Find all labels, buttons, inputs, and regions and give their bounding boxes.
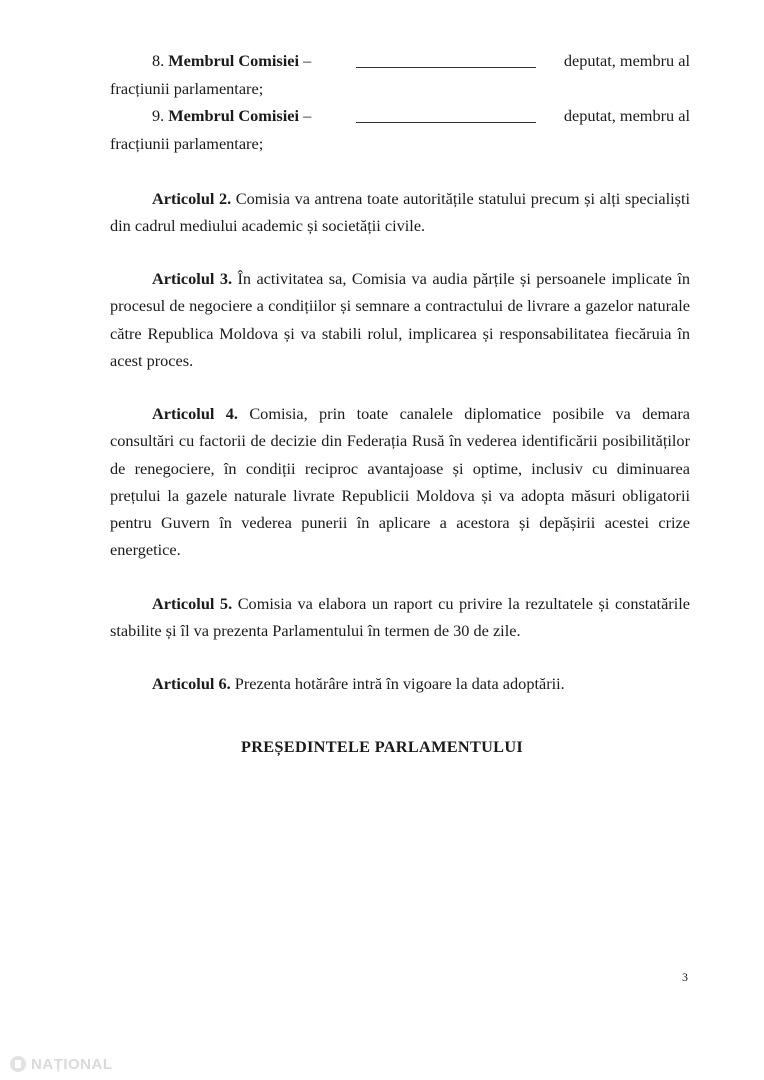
article-6-label: Articolul 6. bbox=[152, 674, 231, 693]
member-8-role: deputat, membru al bbox=[563, 51, 690, 70]
member-9-dash: – bbox=[303, 106, 312, 125]
member-8-dash: – bbox=[303, 51, 312, 70]
logo-icon bbox=[10, 1056, 26, 1072]
member-8-blank bbox=[356, 47, 536, 68]
member-9-line bbox=[152, 102, 690, 129]
member-8-continuation: fracțiunii parlamentare; bbox=[110, 79, 264, 98]
member-8-title: Membrul Comisiei bbox=[168, 51, 299, 70]
article-4-label: Articolul 4. bbox=[152, 404, 238, 423]
member-9-number: 9. bbox=[152, 106, 165, 125]
signature-title: PREȘEDINTELE PARLAMENTULUI bbox=[240, 737, 524, 756]
member-8-line bbox=[152, 47, 690, 74]
member-9-blank bbox=[356, 102, 536, 123]
watermark-text: NAȚIONAL bbox=[31, 1055, 113, 1073]
article-6 bbox=[110, 670, 690, 697]
article-2 bbox=[110, 185, 690, 240]
article-3 bbox=[110, 265, 690, 374]
article-3-label: Articolul 3. bbox=[152, 269, 233, 288]
article-3-text: În activitatea sa, Comisia va audia părțile și persoanele implicate în procesul de negociere a condițiilor și semnare a contractului de livrare a gazelor naturale către Republica Moldova și va stabili rolul, implicarea și responsabilitatea fiecăruia în acest proces. bbox=[110, 269, 690, 370]
article-5-label: Articolul 5. bbox=[152, 594, 233, 613]
article-5 bbox=[110, 590, 690, 645]
article-6-text: Prezenta hotărâre intră în vigoare la data adoptării. bbox=[230, 674, 565, 693]
member-9-continuation: fracțiunii parlamentare; bbox=[110, 134, 264, 153]
article-4 bbox=[110, 400, 690, 564]
member-8-number: 8. bbox=[152, 51, 165, 70]
article-5-text: Comisia va elabora un raport cu privire la rezultatele și constatările stabilite și îl va prezenta Parlamentului în termen de 30 de zile. bbox=[110, 594, 690, 641]
article-2-label: Articolul 2. bbox=[152, 189, 232, 208]
site-watermark bbox=[10, 1052, 113, 1076]
page-number: 3 bbox=[682, 970, 688, 984]
member-9-title: Membrul Comisiei bbox=[168, 106, 299, 125]
member-9-role: deputat, membru al bbox=[563, 106, 690, 125]
article-4-text: Comisia, prin toate canalele diplomatice posibile va demara consultări cu factorii de decizie din Federația Rusă în vederea identificării posibilităților de renegociere, în condiții reciproc avantajoase și optime, inclusiv cu diminuarea prețului la gazele naturale livrate Republicii Moldova și va adopta măsuri obligatorii pentru Guvern în vederea punerii în aplicare a acestora și depășirii acestei crize energetice. bbox=[110, 404, 690, 560]
article-2-text: Comisia va antrena toate autoritățile statului precum și alți specialiști din cadrul mediului academic și societății civile. bbox=[110, 189, 690, 236]
